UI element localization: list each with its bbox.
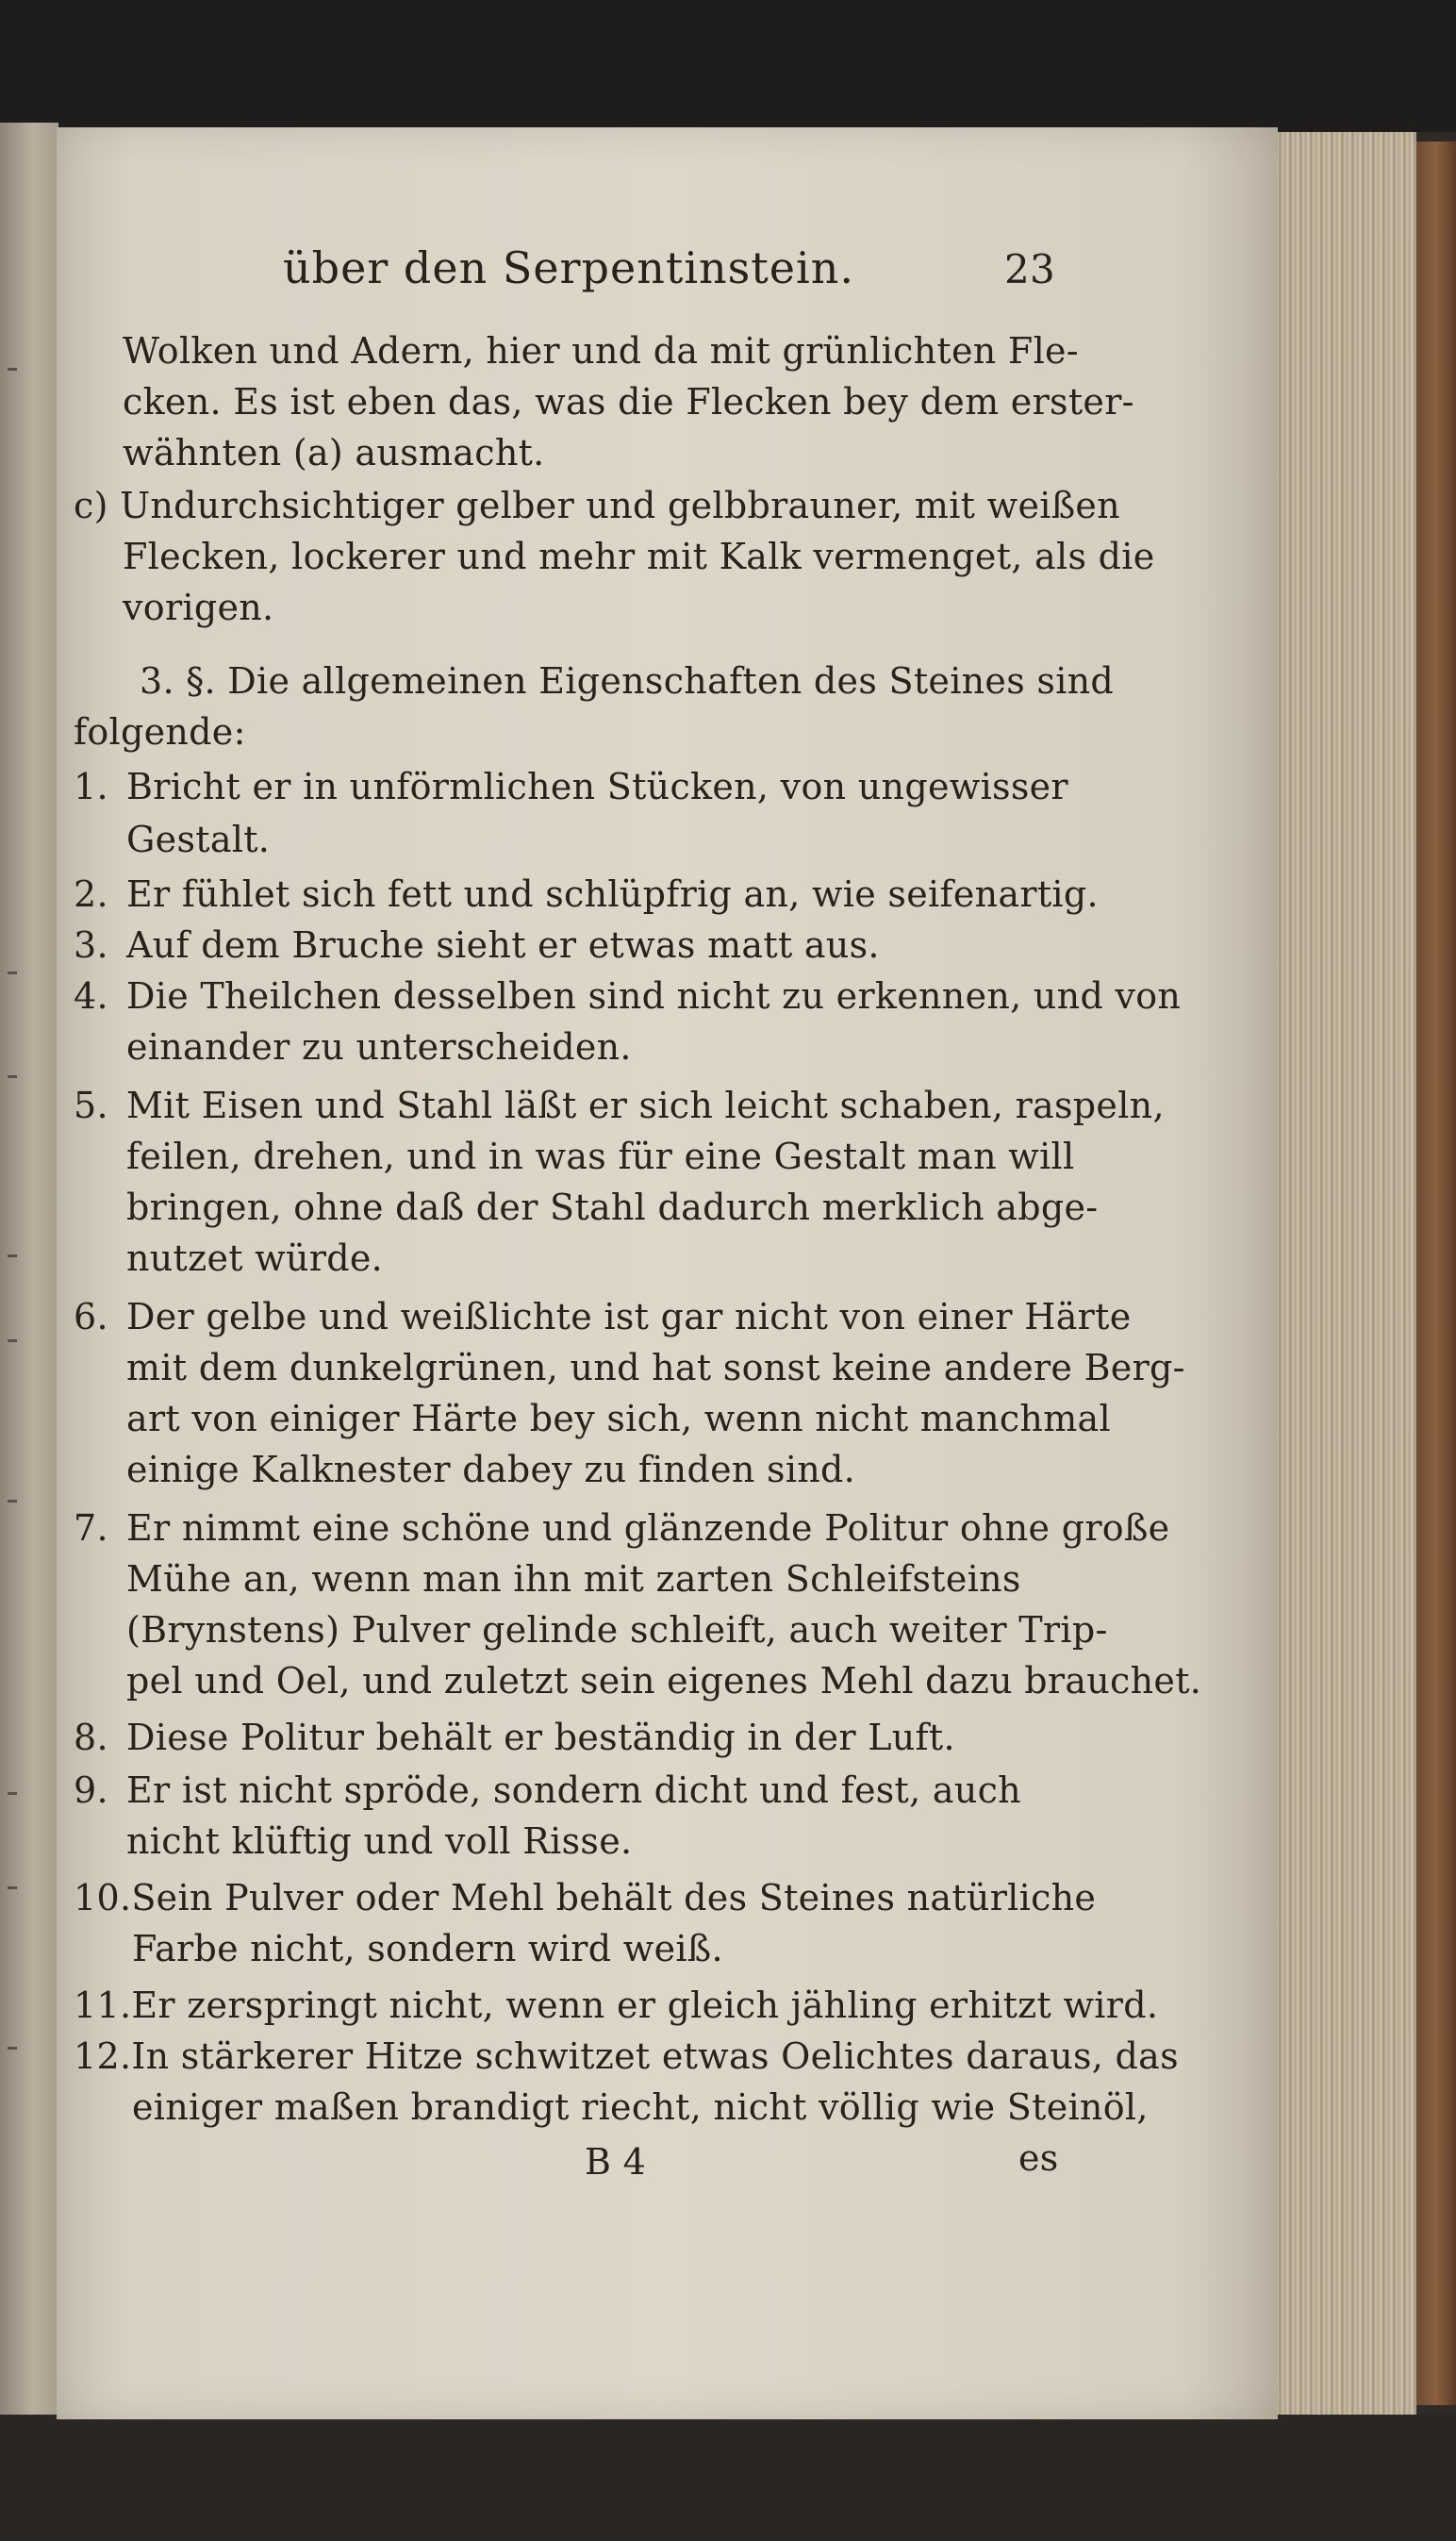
text-line: bringen, ohne daß der Stahl dadurch merklich abge-	[126, 1187, 1099, 1228]
list-text: Er ist nicht spröde, sondern dicht und fest, auch	[126, 1769, 1021, 1811]
list-number: 6.	[74, 1296, 108, 1337]
page-text	[57, 127, 1278, 2419]
list-text: Er fühlet sich fett und schlüpfrig an, wie seifenartig.	[126, 873, 1099, 915]
list-number: 10.	[74, 1877, 132, 1918]
list-item	[74, 1080, 1165, 1131]
list-number: 4.	[74, 975, 108, 1017]
text-line: pel und Oel, und zuletzt sein eigenes Mehl dazu brauchet.	[126, 1660, 1202, 1702]
text-line: einige Kalknester dabey zu finden sind.	[126, 1449, 856, 1490]
text-line: Gestalt.	[126, 819, 271, 860]
list-item	[74, 1503, 1169, 1553]
list-number: 3.	[74, 924, 108, 966]
signature-mark: B 4	[585, 2141, 647, 2183]
list-item	[74, 1291, 1132, 1342]
list-text: Bricht er in unförmlichen Stücken, von ungewisser	[126, 766, 1068, 807]
text-line: einiger maßen brandigt riecht, nicht völlig wie Steinöl,	[132, 2086, 1149, 2128]
text-line: folgende:	[74, 711, 246, 753]
text-line: vorigen.	[123, 587, 274, 628]
list-item	[74, 761, 1068, 812]
book-page	[57, 127, 1278, 2419]
list-item	[74, 1712, 955, 1763]
page-block-edge	[1275, 132, 1416, 2415]
list-number: 9.	[74, 1769, 108, 1811]
list-text: Der gelbe und weißlichte ist gar nicht von einer Härte	[126, 1296, 1132, 1337]
list-text: In stärkerer Hitze schwitzet etwas Oelichtes daraus, das	[131, 2035, 1179, 2077]
text-line: nicht klüftig und voll Risse.	[126, 1820, 633, 1862]
list-number: 11.	[74, 1985, 132, 2026]
list-number: 5.	[74, 1085, 108, 1126]
list-item	[74, 2031, 1179, 2082]
text-line: einander zu unterscheiden.	[126, 1026, 632, 1068]
text-line: c) Undurchsichtiger gelber und gelbbrauner, mit weißen	[74, 485, 1120, 526]
list-text: Mit Eisen und Stahl läßt er sich leicht schaben, raspeln,	[126, 1085, 1165, 1126]
list-number: 8.	[74, 1717, 108, 1758]
list-number: 1.	[74, 766, 108, 807]
list-item	[74, 1980, 1158, 2031]
page-number: 23	[1004, 246, 1056, 292]
list-item	[74, 1765, 1021, 1816]
list-text: Er zerspringt nicht, wenn er gleich jähling erhitzt wird.	[131, 1985, 1159, 2026]
text-line: Flecken, lockerer und mehr mit Kalk vermenget, als die	[123, 536, 1155, 577]
list-item	[74, 971, 1181, 1021]
facing-page-marks	[0, 123, 58, 2424]
list-text: Auf dem Bruche sieht er etwas matt aus.	[126, 924, 880, 966]
list-text: Die Theilchen desselben sind nicht zu erkennen, und von	[126, 975, 1182, 1017]
text-line: (Brynstens) Pulver gelinde schleift, auch weiter Trip-	[126, 1609, 1108, 1651]
text-line: art von einiger Härte bey sich, wenn nicht manchmal	[126, 1398, 1111, 1439]
text-line: Farbe nicht, sondern wird weiß.	[132, 1928, 723, 1969]
text-line: Mühe an, wenn man ihn mit zarten Schleifsteins	[126, 1558, 1021, 1600]
list-item	[74, 869, 1099, 920]
list-number: 12.	[74, 2035, 132, 2077]
book-cover-edge	[1416, 141, 1456, 2405]
text-line: wähnten (a) ausmacht.	[123, 432, 545, 473]
text-line: nutzet würde.	[126, 1237, 384, 1279]
text-line: mit dem dunkelgrünen, und hat sonst keine andere Berg-	[126, 1347, 1185, 1388]
catchword: es	[1018, 2137, 1059, 2179]
list-item	[74, 1872, 1096, 1923]
list-number: 2.	[74, 873, 108, 915]
section-heading-line: 3. §. Die allgemeinen Eigenschaften des Steines sind	[140, 660, 1115, 702]
text-line: Wolken und Adern, hier und da mit grünlichten Fle-	[123, 330, 1079, 372]
backdrop-bottom	[0, 2415, 1456, 2541]
text-line: feilen, drehen, und in was für eine Gestalt man will	[126, 1136, 1075, 1177]
list-text: Er nimmt eine schöne und glänzende Politur ohne große	[126, 1507, 1170, 1549]
backdrop-top	[0, 0, 1456, 132]
list-item	[74, 920, 880, 971]
list-number: 7.	[74, 1507, 108, 1549]
list-text: Sein Pulver oder Mehl behält des Steines natürliche	[131, 1877, 1097, 1918]
running-head: über den Serpentinstein.	[283, 242, 854, 293]
text-line: cken. Es ist eben das, was die Flecken bey dem erster-	[123, 381, 1134, 423]
list-text: Diese Politur behält er beständig in der Luft.	[126, 1717, 955, 1758]
